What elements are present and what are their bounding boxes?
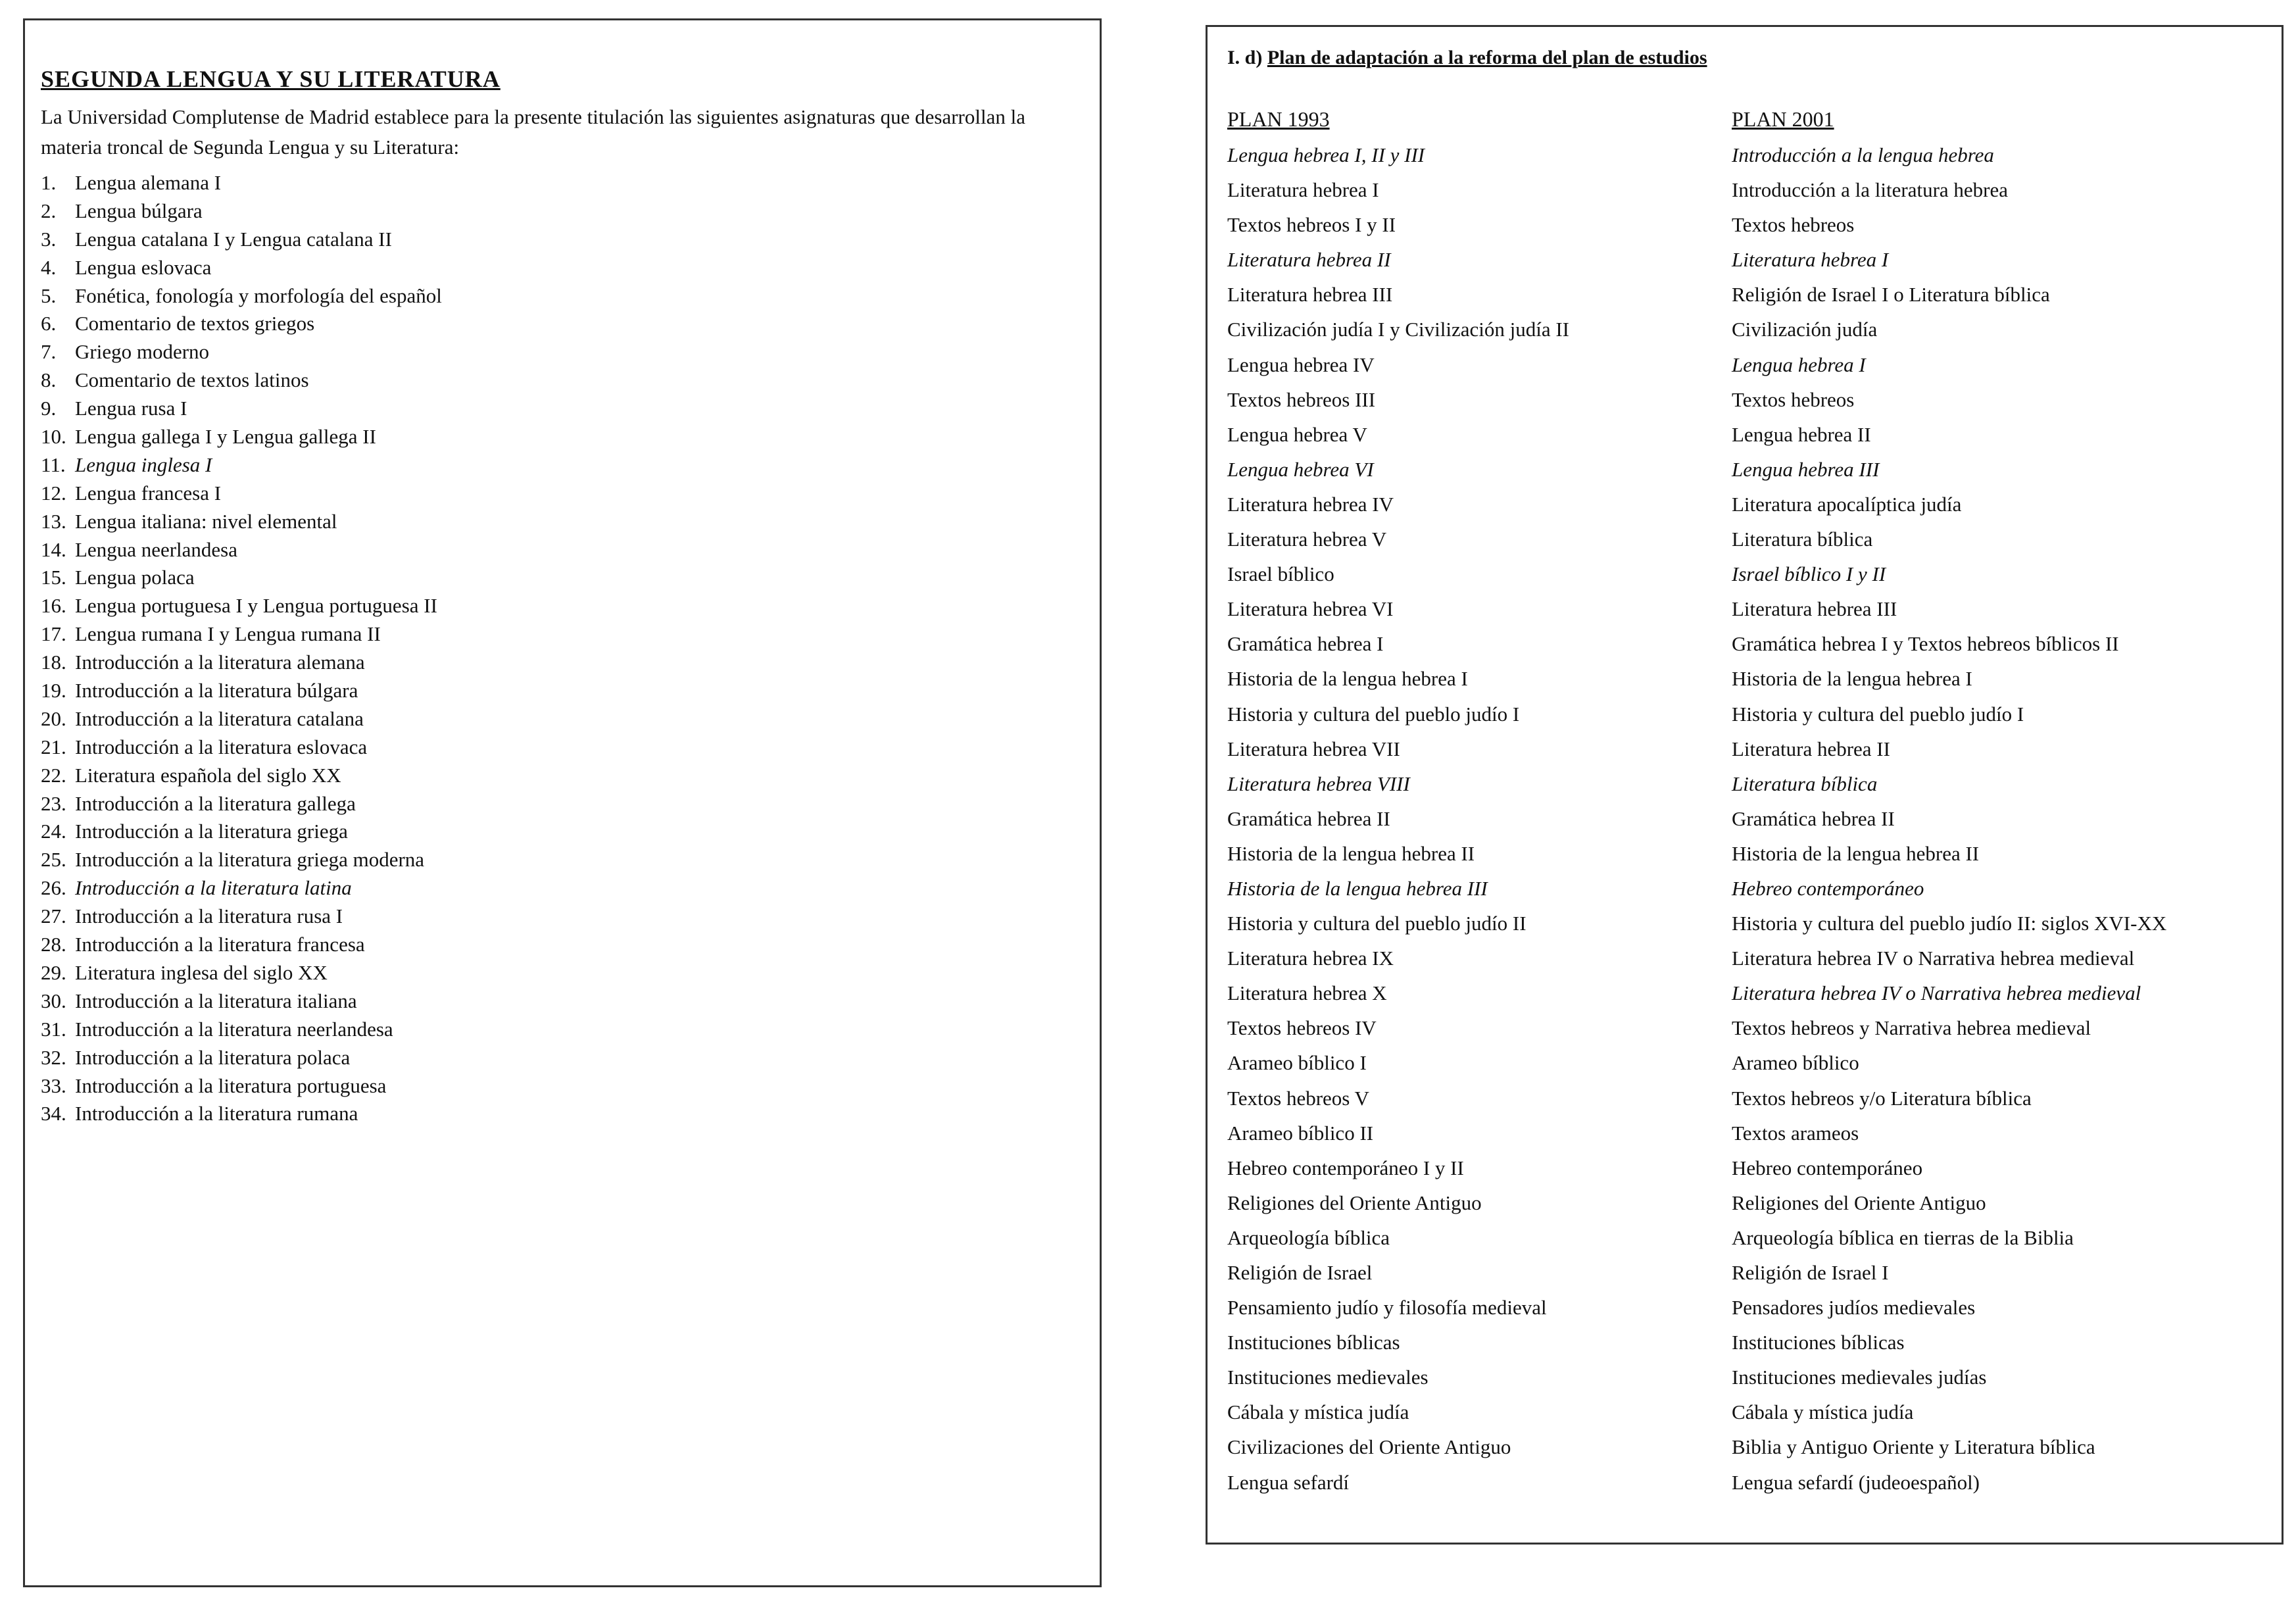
subject-number: 11. bbox=[41, 453, 66, 476]
plan-1993-cell: Religión de Israel bbox=[1227, 1261, 1373, 1284]
plan-2001-cell: Textos hebreos y Narrativa hebrea medieval bbox=[1732, 1016, 2091, 1040]
left-intro-paragraph: La Universidad Complutense de Madrid establece para la presente titulación las siguientes asignaturas que desarrollan la materia troncal de Segunda Lengua y su Literatura: bbox=[41, 105, 1025, 159]
subject-item bbox=[41, 959, 442, 987]
subject-item bbox=[41, 395, 442, 423]
subject-number: 3. bbox=[41, 227, 57, 251]
section-title-text: Plan de adaptación a la reforma del plan de estudios bbox=[1267, 47, 1707, 68]
subject-text: Introducción a la literatura eslovaca bbox=[75, 735, 368, 758]
plan-1993-cell: Pensamiento judío y filosofía medieval bbox=[1227, 1296, 1547, 1320]
subject-item bbox=[41, 254, 442, 282]
plan-1993-cell: Historia y cultura del pueblo judío II bbox=[1227, 912, 1527, 935]
subject-item bbox=[41, 282, 442, 310]
table-row bbox=[1227, 1185, 2273, 1220]
subject-item bbox=[41, 733, 442, 762]
subject-text: Introducción a la literatura griega bbox=[75, 820, 348, 843]
table-row bbox=[1227, 172, 2273, 207]
plan-1993-cell: Civilización judía I y Civilización judía II bbox=[1227, 318, 1569, 341]
subject-number: 25. bbox=[41, 848, 66, 872]
subject-item bbox=[41, 874, 442, 902]
plan-1993-cell: Gramática hebrea II bbox=[1227, 806, 1390, 830]
table-row bbox=[1227, 1150, 2273, 1185]
subject-number: 8. bbox=[41, 368, 57, 392]
table-row bbox=[1227, 522, 2273, 556]
subject-number: 32. bbox=[41, 1045, 66, 1069]
subject-text: Lengua rumana I y Lengua rumana II bbox=[75, 622, 381, 646]
subject-item bbox=[41, 536, 442, 564]
plan-2001-cell: Cábala y mística judía bbox=[1732, 1400, 1914, 1424]
plan-1993-cell: Historia de la lengua hebrea III bbox=[1227, 876, 1488, 900]
table-row bbox=[1227, 347, 2273, 382]
table-row bbox=[1227, 277, 2273, 312]
plan-1993-cell: Literatura hebrea VIII bbox=[1227, 772, 1410, 795]
subject-item bbox=[41, 480, 442, 508]
left-page-panel bbox=[23, 18, 1102, 1587]
table-row bbox=[1227, 1081, 2273, 1116]
table-row bbox=[1227, 1220, 2273, 1255]
plan-1993-cell: Lengua hebrea V bbox=[1227, 422, 1367, 446]
plan-1993-cell: Lengua hebrea VI bbox=[1227, 457, 1374, 481]
subject-text: Lengua italiana: nivel elemental bbox=[75, 509, 337, 533]
subject-text: Griego moderno bbox=[75, 340, 210, 364]
right-section-title bbox=[1227, 47, 1707, 69]
plan-1993-cell: Cábala y mística judía bbox=[1227, 1400, 1409, 1424]
table-row bbox=[1227, 1325, 2273, 1360]
table-row bbox=[1227, 1290, 2273, 1325]
table-row bbox=[1227, 452, 2273, 487]
subject-text: Comentario de textos latinos bbox=[75, 368, 309, 392]
table-row bbox=[1227, 661, 2273, 696]
table-row bbox=[1227, 1045, 2273, 1080]
plan-1993-cell: Literatura hebrea IV bbox=[1227, 492, 1394, 516]
table-row bbox=[1227, 1429, 2273, 1464]
subject-text: Introducción a la literatura búlgara bbox=[75, 679, 358, 703]
subject-number: 30. bbox=[41, 989, 66, 1012]
plan-2001-cell: Textos hebreos bbox=[1732, 213, 1855, 237]
subject-text: Lengua neerlandesa bbox=[75, 537, 238, 561]
plan-1993-cell: Literatura hebrea X bbox=[1227, 981, 1387, 1005]
plan-1993-cell: Textos hebreos I y II bbox=[1227, 213, 1396, 237]
subject-number: 12. bbox=[41, 481, 66, 505]
subject-text: Introducción a la literatura neerlandesa bbox=[75, 1017, 393, 1041]
subject-item bbox=[41, 451, 442, 480]
subject-item bbox=[41, 790, 442, 818]
plan-1993-cell: Arameo bíblico I bbox=[1227, 1051, 1367, 1075]
plan-2001-cell: Hebreo contemporáneo bbox=[1732, 1156, 1923, 1179]
subject-text: Introducción a la literatura italiana bbox=[75, 989, 357, 1012]
subject-item bbox=[41, 226, 442, 254]
subject-text: Introducción a la literatura gallega bbox=[75, 791, 356, 815]
subject-number: 31. bbox=[41, 1017, 66, 1041]
plan-2001-cell: Lengua hebrea I bbox=[1732, 353, 1866, 376]
plan-2001-cell: Pensadores judíos medievales bbox=[1732, 1296, 1976, 1320]
subject-number: 16. bbox=[41, 594, 66, 618]
subject-item bbox=[41, 818, 442, 846]
subject-text: Lengua francesa I bbox=[75, 481, 222, 505]
plan-2001-cell: Arqueología bíblica en tierras de la Biblia bbox=[1732, 1225, 2074, 1249]
table-row bbox=[1227, 871, 2273, 906]
subject-text: Introducción a la literatura alemana bbox=[75, 651, 365, 674]
header-plan-2001: PLAN 2001 bbox=[1732, 107, 1834, 131]
plan-1993-cell: Religiones del Oriente Antiguo bbox=[1227, 1191, 1482, 1214]
plan-2001-cell: Literatura hebrea I bbox=[1732, 248, 1889, 272]
plan-2001-cell: Literatura hebrea IV o Narrativa hebrea medieval bbox=[1732, 947, 2135, 970]
section-label: I. d) bbox=[1227, 47, 1263, 68]
table-row bbox=[1227, 417, 2273, 452]
plan-1993-cell: Israel bíblico bbox=[1227, 562, 1334, 586]
plan-2001-cell: Lengua hebrea II bbox=[1732, 422, 1871, 446]
subject-item bbox=[41, 705, 442, 733]
table-row bbox=[1227, 941, 2273, 976]
table-row bbox=[1227, 487, 2273, 522]
left-section-title: SEGUNDA LENGUA Y SU LITERATURA bbox=[41, 66, 501, 92]
subject-number: 33. bbox=[41, 1074, 66, 1097]
plan-1993-cell: Gramática hebrea I bbox=[1227, 632, 1384, 656]
subject-item bbox=[41, 338, 442, 366]
subject-number: 5. bbox=[41, 284, 57, 307]
plan-2001-cell: Textos arameos bbox=[1732, 1121, 1859, 1145]
plan-2001-cell: Biblia y Antiguo Oriente y Literatura bíblica bbox=[1732, 1435, 2095, 1459]
plan-2001-cell: Literatura hebrea III bbox=[1732, 597, 1897, 621]
table-row bbox=[1227, 731, 2273, 766]
table-row bbox=[1227, 1465, 2273, 1500]
table-row bbox=[1227, 697, 2273, 731]
plan-1993-cell: Lengua hebrea I, II y III bbox=[1227, 143, 1425, 166]
plan-1993-cell: Literatura hebrea I bbox=[1227, 178, 1379, 202]
table-row bbox=[1227, 242, 2273, 277]
plan-2001-cell: Introducción a la lengua hebrea bbox=[1732, 143, 1994, 166]
table-row bbox=[1227, 556, 2273, 591]
subject-item bbox=[41, 931, 442, 959]
subject-text: Lengua portuguesa I y Lengua portuguesa II bbox=[75, 594, 437, 618]
plan-2001-cell: Instituciones medievales judías bbox=[1732, 1366, 1987, 1389]
subject-number: 24. bbox=[41, 820, 66, 843]
plan-2001-cell: Lengua hebrea III bbox=[1732, 457, 1880, 481]
table-row bbox=[1227, 207, 2273, 242]
subject-number: 15. bbox=[41, 566, 66, 589]
plan-1993-cell: Literatura hebrea III bbox=[1227, 283, 1393, 307]
plan-2001-cell: Historia de la lengua hebrea II bbox=[1732, 841, 1980, 865]
plan-2001-cell: Israel bíblico I y II bbox=[1732, 562, 1886, 586]
table-row bbox=[1227, 591, 2273, 626]
plan-2001-cell: Gramática hebrea I y Textos hebreos bíblicos II bbox=[1732, 632, 2119, 656]
plan-1993-cell: Arameo bíblico II bbox=[1227, 1121, 1374, 1145]
plan-1993-cell: Lengua hebrea IV bbox=[1227, 353, 1375, 376]
subject-text: Lengua eslovaca bbox=[75, 255, 212, 279]
subject-number: 9. bbox=[41, 397, 57, 420]
subject-number: 18. bbox=[41, 651, 66, 674]
plan-2001-cell: Historia y cultura del pueblo judío I bbox=[1732, 702, 2024, 726]
plan-2001-cell: Textos hebreos bbox=[1732, 387, 1855, 411]
plan-2001-cell: Historia y cultura del pueblo judío II: siglos XVI-XX bbox=[1732, 912, 2167, 935]
subject-item bbox=[41, 366, 442, 395]
plan-1993-cell: Historia de la lengua hebrea II bbox=[1227, 841, 1475, 865]
subject-item bbox=[41, 197, 442, 226]
subject-text: Lengua búlgara bbox=[75, 199, 203, 222]
subject-number: 4. bbox=[41, 255, 57, 279]
plan-1993-cell: Historia y cultura del pueblo judío I bbox=[1227, 702, 1520, 726]
subject-text: Introducción a la literatura latina bbox=[75, 876, 352, 900]
plan-1993-cell: Literatura hebrea VII bbox=[1227, 737, 1400, 760]
plan-2001-cell: Literatura hebrea IV o Narrativa hebrea medieval bbox=[1732, 981, 2141, 1005]
subject-number: 10. bbox=[41, 425, 66, 449]
table-row bbox=[1227, 137, 2273, 172]
table-row bbox=[1227, 766, 2273, 801]
table-row bbox=[1227, 1360, 2273, 1395]
subject-item bbox=[41, 423, 442, 451]
plan-1993-cell: Literatura hebrea II bbox=[1227, 248, 1391, 272]
plan-1993-cell: Civilizaciones del Oriente Antiguo bbox=[1227, 1435, 1511, 1459]
table-row bbox=[1227, 382, 2273, 417]
subject-item bbox=[41, 564, 442, 592]
subject-text: Fonética, fonología y morfología del español bbox=[75, 284, 442, 307]
plan-2001-cell: Gramática hebrea II bbox=[1732, 806, 1895, 830]
table-row bbox=[1227, 1010, 2273, 1045]
subject-number: 21. bbox=[41, 735, 66, 758]
subject-number: 22. bbox=[41, 763, 66, 787]
subject-number: 28. bbox=[41, 933, 66, 956]
table-row bbox=[1227, 1116, 2273, 1150]
subject-item bbox=[41, 762, 442, 790]
plan-1993-cell: Textos hebreos III bbox=[1227, 387, 1376, 411]
subject-number: 19. bbox=[41, 679, 66, 703]
plan-1993-cell: Literatura hebrea VI bbox=[1227, 597, 1394, 621]
table-row bbox=[1227, 1255, 2273, 1290]
subject-text: Introducción a la literatura polaca bbox=[75, 1045, 351, 1069]
subject-number: 34. bbox=[41, 1102, 66, 1125]
subject-text: Introducción a la literatura griega moderna bbox=[75, 848, 425, 872]
subject-number: 2. bbox=[41, 199, 57, 222]
subject-number: 23. bbox=[41, 791, 66, 815]
subject-number: 17. bbox=[41, 622, 66, 646]
subject-item bbox=[41, 508, 442, 536]
plan-1993-cell: Hebreo contemporáneo I y II bbox=[1227, 1156, 1464, 1179]
subject-item bbox=[41, 902, 442, 931]
table-row bbox=[1227, 801, 2273, 836]
subject-item bbox=[41, 987, 442, 1016]
plan-2001-cell: Religión de Israel I bbox=[1732, 1261, 1889, 1284]
subject-number: 13. bbox=[41, 509, 66, 533]
table-row bbox=[1227, 312, 2273, 347]
plan-1993-cell: Literatura hebrea IX bbox=[1227, 947, 1394, 970]
subject-number: 14. bbox=[41, 537, 66, 561]
table-row bbox=[1227, 976, 2273, 1010]
plan-2001-cell: Literatura apocalíptica judía bbox=[1732, 492, 1962, 516]
table-row bbox=[1227, 836, 2273, 871]
plan-2001-cell: Literatura bíblica bbox=[1732, 772, 1878, 795]
plan-2001-cell: Textos hebreos y/o Literatura bíblica bbox=[1732, 1086, 2032, 1110]
plan-equivalence-table bbox=[1227, 137, 2273, 1500]
subject-number: 29. bbox=[41, 960, 66, 984]
plan-1993-cell: Lengua sefardí bbox=[1227, 1470, 1350, 1494]
subject-item bbox=[41, 592, 442, 620]
header-plan-1993: PLAN 1993 bbox=[1227, 107, 1330, 131]
subject-text: Introducción a la literatura catalana bbox=[75, 706, 364, 730]
subject-text: Introducción a la literatura portuguesa bbox=[75, 1074, 387, 1097]
subject-text: Lengua polaca bbox=[75, 566, 195, 589]
plan-1993-cell: Textos hebreos V bbox=[1227, 1086, 1369, 1110]
subject-item bbox=[41, 1016, 442, 1044]
plan-1993-cell: Literatura hebrea V bbox=[1227, 528, 1387, 551]
subject-item bbox=[41, 310, 442, 338]
subject-item bbox=[41, 1044, 442, 1072]
subject-text: Introducción a la literatura rusa I bbox=[75, 904, 343, 928]
plan-2001-cell: Historia de la lengua hebrea I bbox=[1732, 667, 1972, 691]
subject-item bbox=[41, 169, 442, 197]
plan-2001-cell: Literatura bíblica bbox=[1732, 528, 1873, 551]
subject-number: 1. bbox=[41, 171, 57, 194]
subject-text: Lengua catalana I y Lengua catalana II bbox=[75, 227, 392, 251]
subject-item bbox=[41, 846, 442, 874]
subject-item bbox=[41, 620, 442, 649]
subject-text: Comentario de textos griegos bbox=[75, 312, 315, 335]
subject-item bbox=[41, 1100, 442, 1128]
plan-1993-cell: Arqueología bíblica bbox=[1227, 1225, 1390, 1249]
plan-2001-cell: Civilización judía bbox=[1732, 318, 1878, 341]
subject-text: Lengua rusa I bbox=[75, 397, 187, 420]
plan-2001-cell: Arameo bíblico bbox=[1732, 1051, 1859, 1075]
table-row bbox=[1227, 906, 2273, 941]
right-page-panel bbox=[1206, 25, 2284, 1545]
plan-2001-cell: Literatura hebrea II bbox=[1732, 737, 1890, 760]
plan-1993-cell: Instituciones medievales bbox=[1227, 1366, 1429, 1389]
subject-number: 7. bbox=[41, 340, 57, 364]
subject-item bbox=[41, 1072, 442, 1100]
table-row bbox=[1227, 626, 2273, 661]
subject-text: Literatura inglesa del siglo XX bbox=[75, 960, 328, 984]
subject-list bbox=[41, 169, 442, 1128]
plan-1993-cell: Textos hebreos IV bbox=[1227, 1016, 1377, 1040]
plan-1993-cell: Historia de la lengua hebrea I bbox=[1227, 667, 1468, 691]
plan-2001-cell: Religiones del Oriente Antiguo bbox=[1732, 1191, 1986, 1214]
subject-text: Lengua gallega I y Lengua gallega II bbox=[75, 425, 376, 449]
subject-number: 26. bbox=[41, 876, 66, 900]
subject-item bbox=[41, 677, 442, 705]
subject-text: Literatura española del siglo XX bbox=[75, 763, 341, 787]
plan-2001-cell: Instituciones bíblicas bbox=[1732, 1331, 1905, 1354]
subject-number: 20. bbox=[41, 706, 66, 730]
subject-number: 27. bbox=[41, 904, 66, 928]
subject-text: Introducción a la literatura francesa bbox=[75, 933, 365, 956]
subject-number: 6. bbox=[41, 312, 57, 335]
plan-2001-cell: Religión de Israel I o Literatura bíblica bbox=[1732, 283, 2050, 307]
table-row bbox=[1227, 1395, 2273, 1429]
plan-1993-cell: Instituciones bíblicas bbox=[1227, 1331, 1400, 1354]
subject-item bbox=[41, 649, 442, 677]
plan-2001-cell: Introducción a la literatura hebrea bbox=[1732, 178, 2008, 202]
plan-2001-cell: Hebreo contemporáneo bbox=[1732, 876, 1924, 900]
plan-2001-cell: Lengua sefardí (judeoespañol) bbox=[1732, 1470, 1980, 1494]
subject-text: Lengua inglesa I bbox=[75, 453, 212, 476]
subject-text: Lengua alemana I bbox=[75, 171, 222, 194]
subject-text: Introducción a la literatura rumana bbox=[75, 1102, 358, 1125]
